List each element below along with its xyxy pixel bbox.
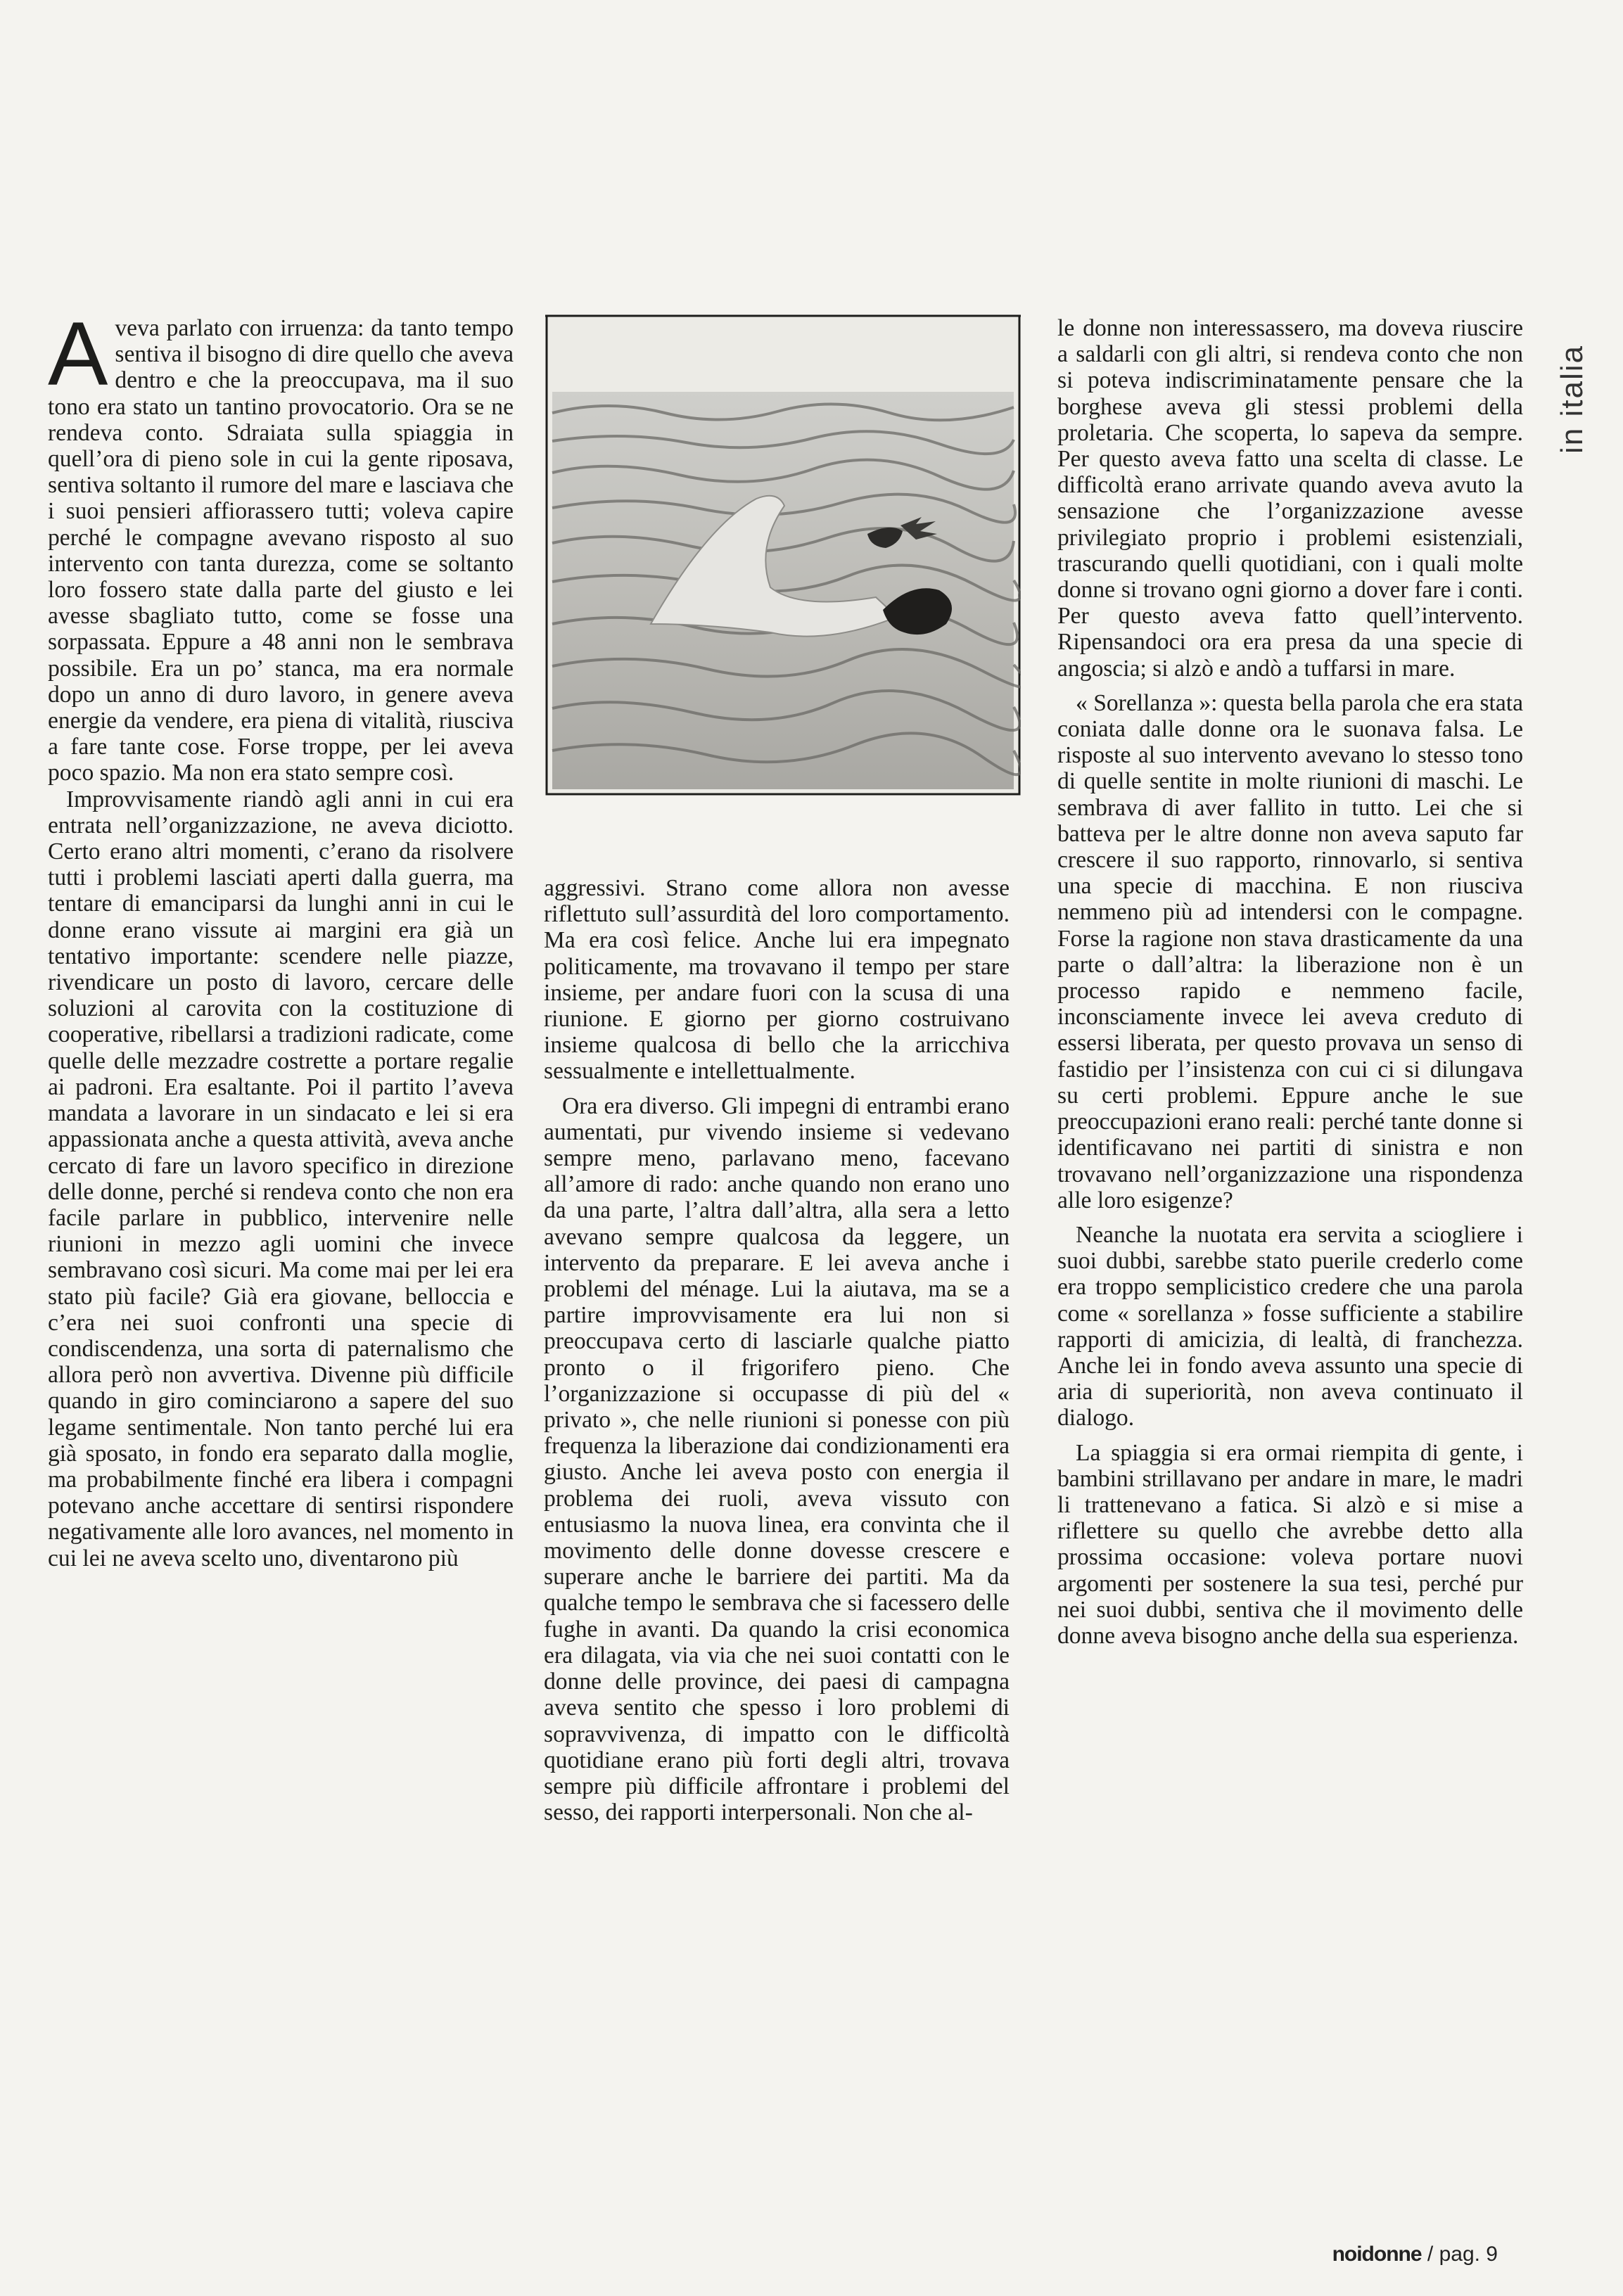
- section-label-text: in italia: [1555, 345, 1589, 454]
- article-column-3: [1057, 315, 1523, 1649]
- article-paragraph: Ora era diverso. Gli impegni di entrambi erano aumentati, pur vivendo insieme si vedevano sempre meno, parlavano meno, facevano all’amore di rado: anche quando non erano uno da una parte, l’altra dall’altra, alla sera a letto avevano sempre qualcosa da leggere, un intervento da preparare. E lei aveva anche i problemi del ménage. Lui la aiutava, ma se a partire improvvisamente era lui non si preoccupava certo di lasciarle qualche piatto pronto o il frigorifero pieno. Che l’organizzazione si occupasse di più del « privato », che nelle riunioni si ponesse con più frequenza la liberazione dai condizionamenti era giusto. Anche lei aveva posto con energia il problema dei ruoli, aveva vissuto con entusiasmo la nuova linea, era convinta che il movimento delle donne dovesse crescere e superare anche le barriere dei partiti. Ma da qualche tempo le sembrava che si facessero delle fughe in avanti. Da quando la crisi economica era dilagata, via via che nei suoi contatti con le donne delle province, dei paesi di campagna aveva sentito che spesso i loro problemi di sopravvivenza, di impatto con le difficoltà quotidiane erano più forti degli altri, trovava sempre più difficile affrontare i problemi del sesso, dei rapporti interpersonali. Non che al-: [544, 1092, 1010, 1826]
- article-column-1: [48, 304, 514, 1571]
- article-column-2: [544, 875, 1010, 1825]
- illustration-frame: [545, 314, 1021, 807]
- drop-cap: A: [48, 304, 108, 404]
- paragraph-text: veva parlato con irruenza: da tanto tempo sentiva il bisogno di dire quello che aveva dentro e che la preoccupava, ma il suo tono era stato un tantino provocatorio. Ora se ne rendeva conto. Sdraiata sulla spiaggia in quell’ora di pieno sole in cui la gente riposava, sentiva soltanto il rumore del mare e lasciava che i suoi pensieri affiorassero tutti; voleva capire perché le compagne avevano risposto al suo intervento con tanta durezza, come se soltanto loro fossero state dalla parte del giusto e lei avesse sbagliato tutto, come se fosse una sorpassata. Eppure a 48 anni non le sembrava possibile. Era un po’ stanca, ma era normale dopo un anno di duro lavoro, in genere aveva energie da vendere, era piena di vitalità, riusciva a fare tante cose. Forse troppe, per lei aveva poco spazio. Ma non era stato sempre così.: [48, 315, 514, 786]
- article-paragraph: [48, 304, 514, 786]
- magazine-name: noidonne: [1332, 2243, 1422, 2266]
- article-paragraph: le donne non interessassero, ma doveva riuscire a saldarli con gli altri, si rendeva conto che non si poteva indiscriminatamente pensare che la borghese aveva gli stessi problemi della proletaria. Che scoperta, lo sapeva da sempre. Per questo aveva fatto una scelta di classe. Le difficoltà erano arrivate quando aveva avuto la sensazione che l’organizzazione avesse privilegiato proprio i problemi esistenziali, trascurando quelli quotidiani, con i quali molte donne si trovano ogni giorno a dover fare i conti. Per questo aveva fatto quell’intervento. Ripensandoci ora era presa da una specie di angoscia; si alzò e andò a tuffarsi in mare.: [1057, 315, 1523, 682]
- article-paragraph: Improvvisamente riandò agli anni in cui era entrata nell’organizzazione, ne aveva diciotto. Certo erano altri momenti, c’erano da risolvere tutti i problemi lasciati aperti dalla guerra, ma tentare di emanciparsi da lunghi anni in cui le donne erano vissute ai margini era già un tentativo importante: scendere nelle piazze, rivendicare un posto di lavoro, cercare delle soluzioni al carovita con la costituzione di cooperative, ribellarsi a tradizioni radicate, come quelle delle mezzadre costrette a portare regalie ai padroni. Era esaltante. Poi il partito l’aveva mandata a lavorare in un sindacato e lei si era appassionata anche a questa attività, aveva anche cercato di fare un lavoro specifico in direzione delle donne, perché si rendeva conto che non era facile parlare in pubblico, intervenire nelle riunioni in mezzo agli uomini che invece sembravano così sicuri. Ma come mai per lei era stato più facile? Già era giovane, belloccia e c’era nei suoi confronti una specie di condiscendenza, una sorta di paternalismo che allora però non avvertiva. Divenne più difficile quando in giro cominciarono a sapere del suo legame sentimentale. Non tanto perché lui era già sposato, in fondo era separato dalla moglie, ma probabilmente finché era libera i compagni potevano anche accettare di sentirsi rispondere negativamente alle loro avances, nel momento in cui lei ne aveva scelto uno, diventarono più: [48, 786, 514, 1571]
- section-label: [1555, 324, 1589, 457]
- footer-separator: /: [1427, 2243, 1434, 2266]
- page-number: pag. 9: [1439, 2243, 1498, 2266]
- page-footer: [1332, 2243, 1498, 2266]
- article-paragraph: Neanche la nuotata era servita a sciogliere i suoi dubbi, sarebbe stato puerile crederlo come era troppo semplicistico credere che una parola come « sorellanza » fosse sufficiente a stabilire rapporti di amicizia, di lealtà, di franchezza. Anche lei in fondo aveva assunto una specie di aria di superiorità, non aveva continuato il dialogo.: [1057, 1221, 1523, 1431]
- article-paragraph: « Sorellanza »: questa bella parola che era stata coniata dalle donne ora le suonava falsa. Le risposte al suo intervento avevano lo stesso tono di quelle sentite in molte riunioni di maschi. Le sembrava di aver fallito in tutto. Lei che si batteva per le altre donne non aveva saputo far crescere il suo rapporto, rinnovarlo, si sentiva una specie di macchina. E non riusciva nemmeno più ad intendersi con le compagne. Forse la ragione non stava drasticamente da una parte o dall’altra: la liberazione non è un processo rapido e nemmeno facile, inconsciamente invece lei aveva creduto di essersi liberata, per questo provava un senso di fastidio per l’insistenza con cui ci si dilungava su certi problemi. Eppure anche le sue preoccupazioni erano reali: perché tante donne si identificavano nei partiti di sinistra e non trovavano nell’organizzazione una rispondenza alle loro esigenze?: [1057, 689, 1523, 1213]
- article-paragraph: aggressivi. Strano come allora non avesse riflettuto sull’assurdità del loro comportamento. Ma era così felice. Anche lui era impegnato politicamente, ma trovavano il tempo per stare insieme, per andare fuori con la scusa di una riunione. E giorno per giorno costruivano insieme qualcosa di bello che la arricchiva sessualmente e intellettualmente.: [544, 875, 1010, 1085]
- article-paragraph: La spiaggia si era ormai riempita di gente, i bambini strillavano per andare in mare, le madri li trattenevano a fatica. Si alzò e si mise a riflettere su quello che avrebbe detto alla prossima occasione: voleva portare nuovi argomenti per sostenere la sua tesi, perché pur nei suoi dubbi, sentiva che il movimento delle donne aveva bisogno anche della sua esperienza.: [1057, 1439, 1523, 1649]
- woman-swimming-in-sea-icon: [545, 314, 1021, 807]
